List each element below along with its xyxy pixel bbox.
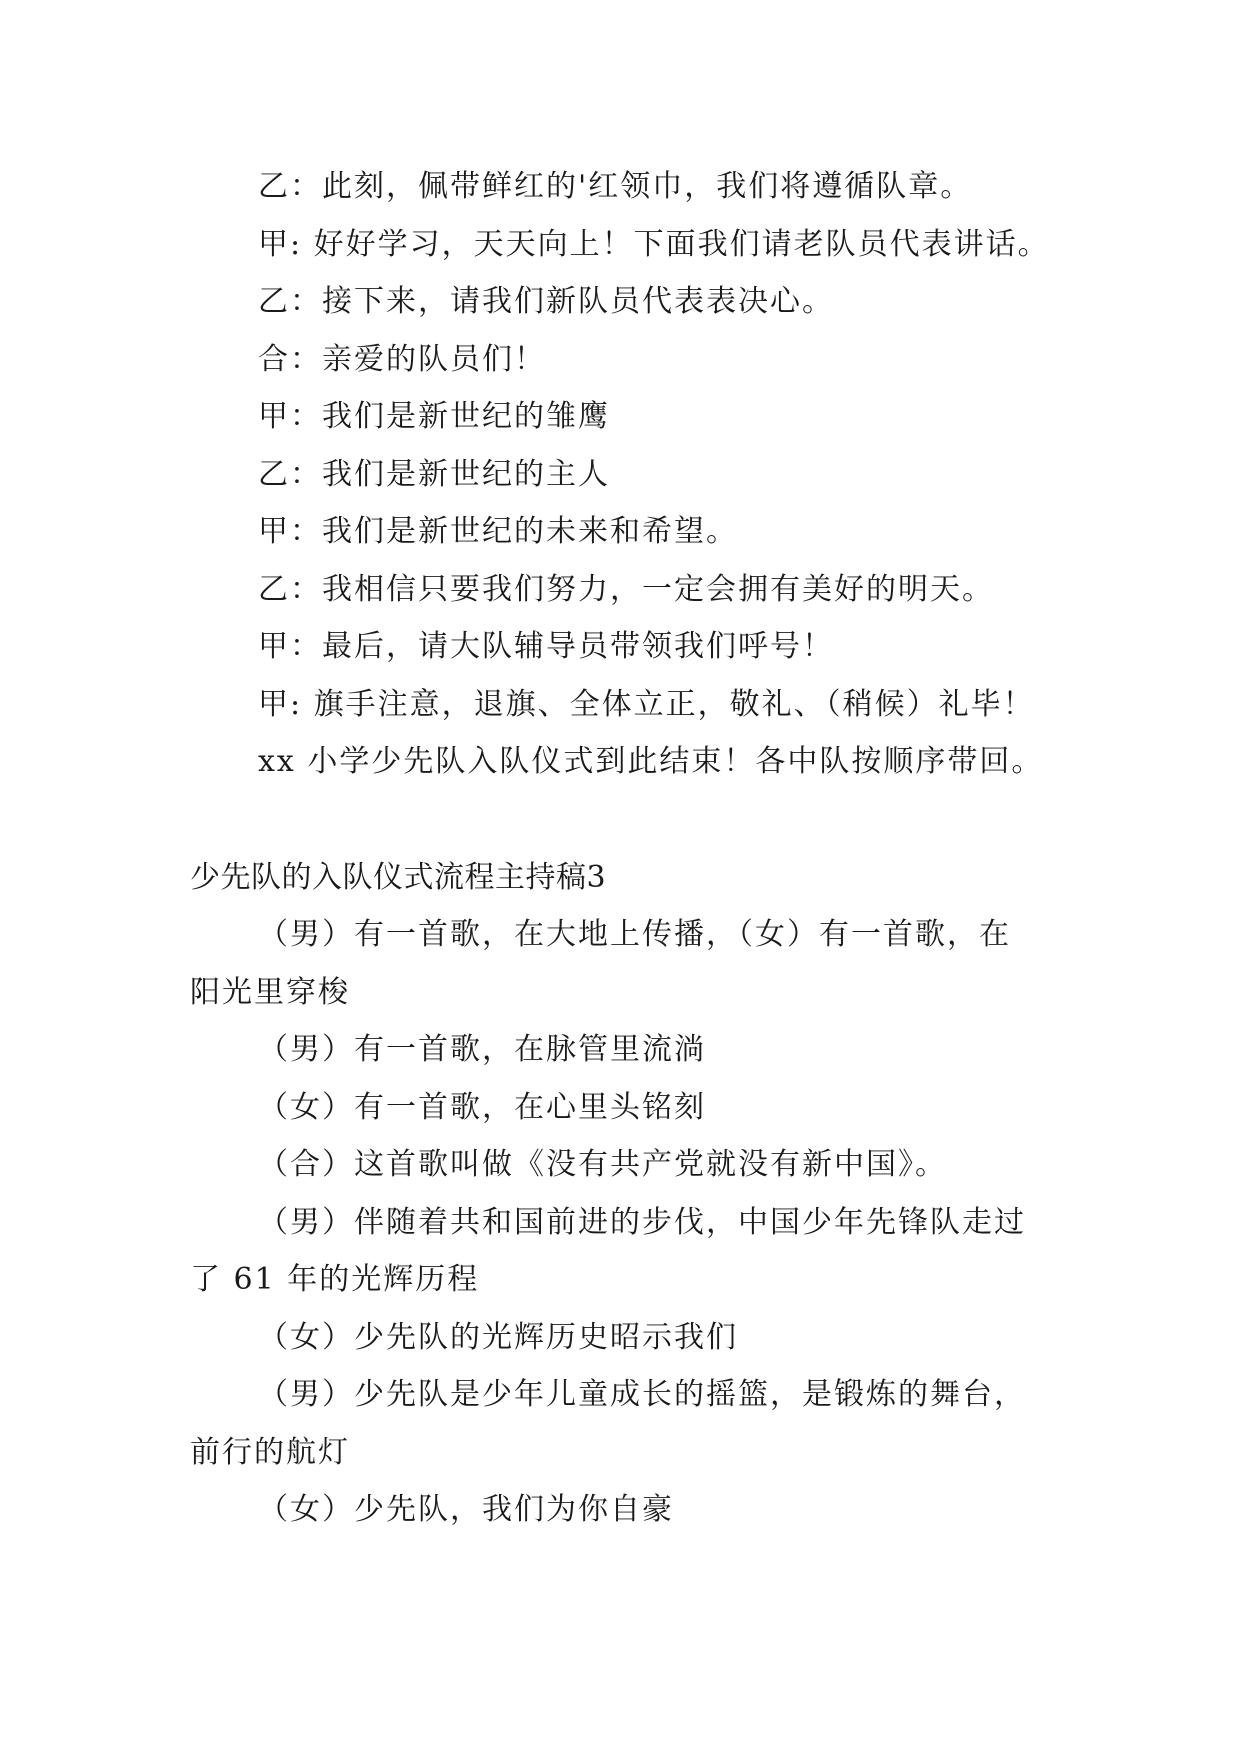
dialogue-line: 乙：我们是新世纪的主人 xyxy=(258,456,610,492)
paragraph-line: 了 61 年的光辉历程 xyxy=(190,1262,480,1297)
section-title: 少先队的入队仪式流程主持稿3 xyxy=(190,859,607,895)
dialogue-line: 甲: 旗手注意，退旗、全体立正，敬礼、（稍候）礼毕！ xyxy=(258,686,1035,722)
dialogue-line: 甲: 好好学习，天天向上！下面我们请老队员代表讲话。 xyxy=(258,226,1050,262)
dialogue-line: 甲：我们是新世纪的未来和希望。 xyxy=(258,514,738,549)
section-lines xyxy=(190,906,1070,1539)
paragraph-line: （男）有一首歌，在脉管里流淌 xyxy=(258,1032,706,1067)
dialogue-block xyxy=(190,158,1070,791)
paragraph-line: （女）少先队，我们为你自豪 xyxy=(258,1492,674,1527)
dialogue-line: 甲：我们是新世纪的雏鹰 xyxy=(258,399,610,434)
dialogue-line: 甲：最后，请大队辅导员带领我们呼号！ xyxy=(258,629,834,664)
dialogue-line: xx 小学少先队入队仪式到此结束！各中队按顺序带回。 xyxy=(258,744,1044,779)
paragraph-line: 前行的航灯 xyxy=(190,1434,350,1470)
dialogue-line: 合：亲爱的队员们！ xyxy=(258,341,546,377)
paragraph-line: （女）有一首歌，在心里头铭刻 xyxy=(258,1089,706,1125)
document-body xyxy=(190,158,1070,1539)
paragraph-line: （合）这首歌叫做《没有共产党就没有新中国》。 xyxy=(258,1147,947,1182)
paragraph-line: （男）伴随着共和国前进的步伐，中国少年先锋队走过 xyxy=(258,1204,1026,1240)
paragraph-line: （女）少先队的光辉历史昭示我们 xyxy=(258,1319,738,1355)
dialogue-line: 乙：我相信只要我们努力，一定会拥有美好的明天。 xyxy=(258,571,994,607)
paragraph-line: （男）有一首歌，在大地上传播，（女）有一首歌，在 xyxy=(258,917,1011,952)
section-3 xyxy=(190,849,1070,1539)
section-gap xyxy=(190,791,1070,849)
paragraph-line: （男）少先队是少年儿童成长的摇篮，是锻炼的舞台， xyxy=(258,1377,1026,1412)
dialogue-line: 乙：此刻，佩带鲜红的'红领巾，我们将遵循队章。 xyxy=(258,169,973,204)
dialogue-line: 乙：接下来，请我们新队员代表表决心。 xyxy=(258,284,834,319)
paragraph-line: 阳光里穿梭 xyxy=(190,974,350,1010)
